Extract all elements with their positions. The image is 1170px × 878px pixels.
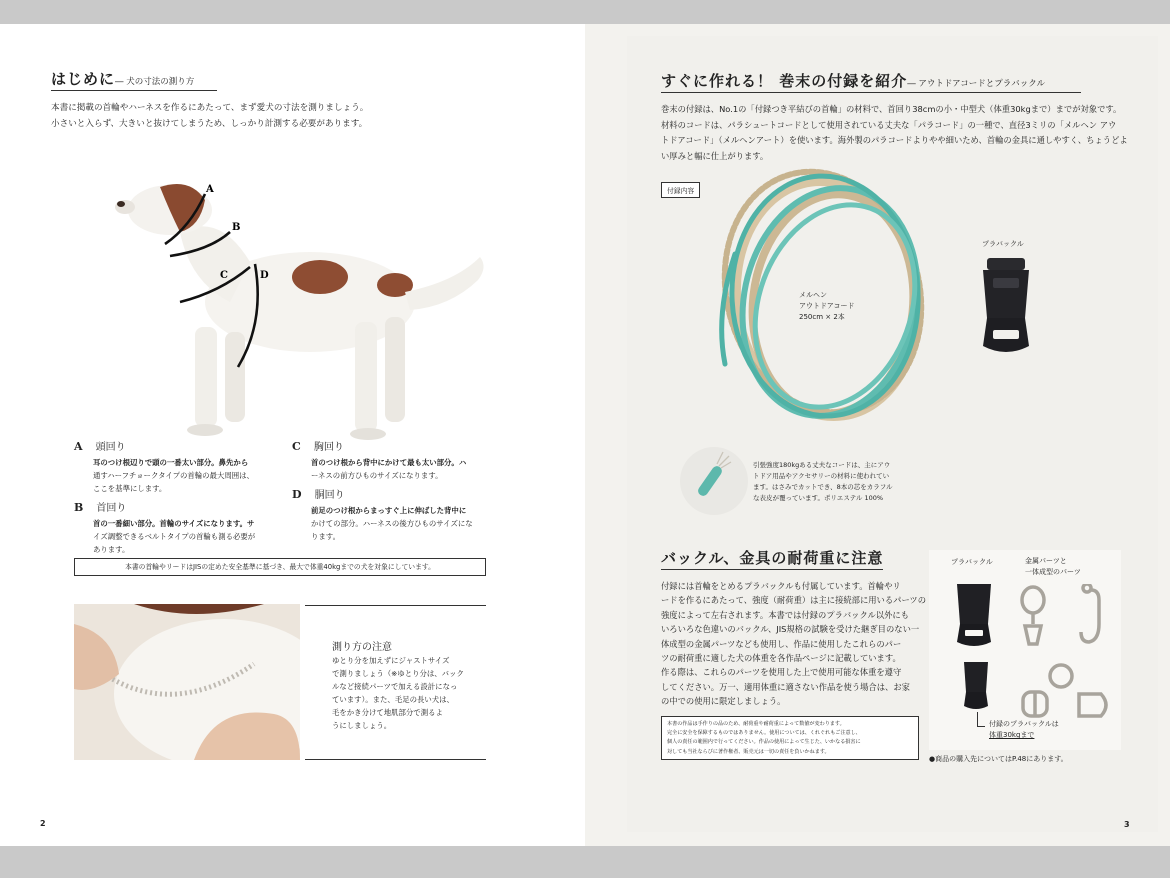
measuring-photo xyxy=(74,604,300,760)
dog-hind-leg-2 xyxy=(385,317,405,422)
right-intro: 巻末の付録は、No.1の「付録つき平結びの首輪」の材料で、首回り38cmの小・中型犬（体重30kgまで）までが対象です。 材料のコードは、パラシュートコードとして使用されている丈夫な「パラコード」の一種で、直径3ミリの「メルヘン アウ トドアコード」（メルヘンアート）を使います。海外製のパラコードよりやや細いため、首輪の金具に通しやすく、ちょうどよ い厚みと幅に仕上がります。 xyxy=(661,104,1128,161)
dog-figure xyxy=(115,184,484,440)
dog-label-a: A xyxy=(206,184,214,195)
dog-nose xyxy=(117,201,125,207)
page-number-left: 2 xyxy=(40,819,46,828)
cord-description: 引張強度180kgある丈夫なコードは、主にアウ トドア用品やアクセサリーの材料に使われてい ます。はさみでカットでき、8本の芯をカラフル な表皮が覆っています。ポリエステル 100% xyxy=(753,461,893,502)
dog-front-leg-2 xyxy=(225,332,245,422)
dog-label-b: B xyxy=(232,222,241,233)
o-ring-icon xyxy=(1050,665,1072,687)
dog-hind-leg-1 xyxy=(355,322,377,432)
parts-label-metal: 金属パーツと 一体成型のパーツ xyxy=(1025,557,1081,576)
purchase-note: ●商品の購入先についてはP.48にあります。 xyxy=(929,755,1068,763)
swivel-ring-icon xyxy=(1022,587,1044,613)
supplement-tag: 付録内容 xyxy=(661,182,700,198)
dog-back-patch xyxy=(292,260,348,294)
load-warning-underline xyxy=(661,569,883,570)
cord-closeup-image xyxy=(679,446,749,516)
parts-buckle-large-image xyxy=(953,584,995,646)
measure-item-b: B 首回り 首の一番細い部分。首輪のサイズになります。サ イズ調整できるベルトタイプの首輪も測る必要が あります。 xyxy=(74,501,256,554)
parts-caption-leader xyxy=(977,712,978,726)
parts-buckle-small-image xyxy=(961,662,991,710)
metal-parts-image xyxy=(1019,584,1119,724)
right-title-underline xyxy=(661,92,1081,93)
load-warning-title: バックル、金具の耐荷重に注意 xyxy=(661,549,884,567)
left-intro: 本書に掲載の首輪やハーネスを作るにあたって、まず愛犬の寸法を測りましょう。 小さいと入らず、大きいと抜けてしまうため、しっかり計測する必要があります。 xyxy=(51,103,369,129)
right-page xyxy=(585,24,1170,846)
caution-bottom-rule xyxy=(305,759,486,760)
caution-title: 測り方の注意 xyxy=(332,642,392,653)
d-ring-icon xyxy=(1079,694,1106,716)
snap-hook-icon xyxy=(1081,590,1099,642)
plastic-buckle-image xyxy=(979,258,1034,358)
dog-label-c: C xyxy=(220,270,228,281)
page-number-right: 3 xyxy=(1124,820,1130,829)
left-section-title: はじめに― 犬の寸法の測り方 xyxy=(51,70,195,88)
parts-caption: 付録のプラバックルは 体重30kgまで xyxy=(989,720,1059,739)
title-underline xyxy=(51,90,217,91)
caution-body: ゆとり分を加えずにジャストサイズ で測りましょう（※ゆとり分は、バック ルなど接続パーツで加える設計になっ ています）。また、毛足の長い犬は、 毛をかき分けて地肌部分で測るよ うにしましょう。 xyxy=(332,656,464,730)
left-page xyxy=(0,24,585,846)
right-page-panel xyxy=(627,36,1158,832)
right-section-title: すぐに作れる！ 巻末の付録を紹介― アウトドアコードとプラバックル xyxy=(661,72,1046,90)
buckle-label: プラバックル xyxy=(982,240,1024,248)
measure-item-a: A 頭回り 耳のつけ根辺りで頭の一番太い部分。鼻先から 通すハーフチョークタイプの首輪の最大周囲は、 ここを基準にします。 xyxy=(74,440,254,493)
caution-top-rule xyxy=(305,605,486,606)
measure-item-d: D 胴回り 前足のつけ根からまっすぐ上に伸ばした背中に かけての部分。ハーネスの後方ひものサイズにな ります。 xyxy=(292,488,473,541)
dog-tail xyxy=(405,257,484,310)
load-warning-body: 付録には首輪をとめるプラバックルも付属しています。首輪やリ ードを作るにあたって、強度（耐荷重）は主に接続部に用いるパーツの 強度によって左右されます。本書では付録のプラバックル以外にも いろいろな色違いのバックル、JIS規格の試験を受けた継ぎ目のない一 体成型の金属パーツなども使用し、作品に使用したこれらのパー ツの耐荷重に適した犬の体重を各作品ページに記載しています。 作る際は、これらのパーツを使用した上で使用可能な体重を遵守 してください。万一、適用体重に適さない作品を使う場合は、お家 の中での使用に限定しましょう。 xyxy=(661,581,927,707)
disclaimer-box: 本書の作品は手作りの品のため、耐荷重や耐荷重によって数値が変わります。 完全に安全を保障するものではありません。使用については、くれぐれもご注意し、 個人の責任の範囲内で行ってください。作品の使用によって生じた、いかなる損害に 対しても当社ならびに著作権者、販売元は一切の責任を負いかねます。 xyxy=(661,716,919,760)
parts-label-buckle: プラバックル xyxy=(951,558,993,566)
cord-label: メルヘン アウトドアコード 250cm × 2本 xyxy=(799,291,855,321)
dog-front-leg-1 xyxy=(195,327,217,427)
dog-measure-illustration xyxy=(110,152,490,452)
safety-note-box: 本書の首輪やリードはJISの定めた安全基準に基づき、最大で体重40kgまでの犬を対象にしています。 xyxy=(74,558,486,576)
measure-item-c: C 胸回り 首のつけ根から背中にかけて最も太い部分。ハ ーネスの前方ひものサイズになります。 xyxy=(292,440,467,480)
dog-label-d: D xyxy=(260,270,269,281)
